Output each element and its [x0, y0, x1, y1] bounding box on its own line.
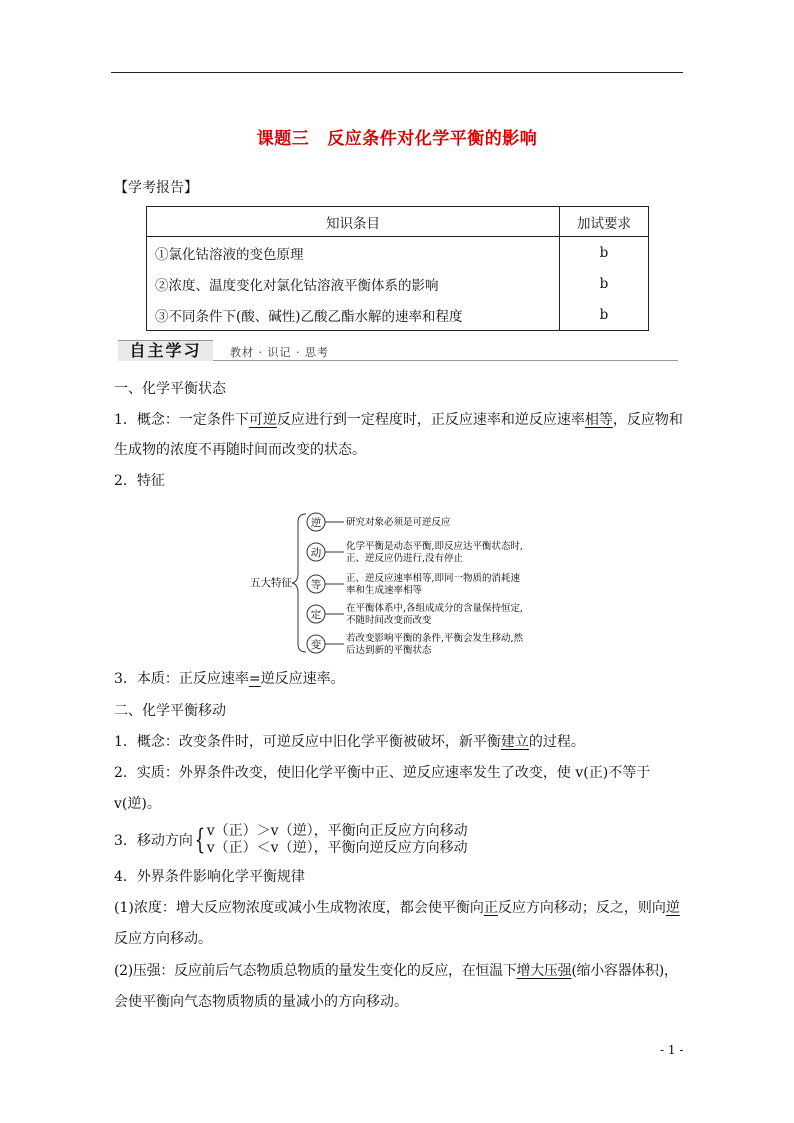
feature-heading: 2．特征: [114, 473, 165, 489]
direction-reverse: v（正）＜v（逆），平衡向逆反应方向移动: [206, 840, 468, 856]
section1-concept-line2: 生成物的浓度不再随时间而改变的状态。: [114, 442, 366, 458]
diagram-item: [307, 540, 523, 564]
table-cell-req: b: [560, 237, 649, 269]
five-features-diagram: [248, 508, 548, 658]
diagram-char: 变: [310, 639, 322, 651]
table-header-item: 知识条目: [147, 207, 560, 237]
table-header-req: 加试要求: [560, 207, 649, 237]
diagram-text: 率和生成速率相等: [346, 585, 423, 596]
table-cell-req: b: [560, 268, 649, 299]
rule-concentration-line2: 反应方向移动。: [114, 931, 212, 947]
rule-pressure: (2)压强：反应前后气态物质总物质的量发生变化的反应，在恒温下增大压强(缩小容器体积)，: [114, 963, 678, 979]
diagram-char: 定: [310, 609, 322, 621]
diagram-text: 正、逆反应速率相等,即同一物质的消耗速: [346, 573, 521, 584]
section1-heading: 一、化学平衡状态: [114, 381, 226, 397]
diagram-text: 在平衡体系中,各组成成分的含量保持恒定,: [346, 603, 524, 614]
section1-essence: 3．本质：正反应速率=逆反应速率。: [114, 671, 345, 687]
diagram-text: 若改变影响平衡的条件,平衡会发生移动,然: [346, 633, 524, 644]
diagram-char: 等: [310, 579, 322, 591]
section2-essence-line2: v(逆)。: [114, 796, 161, 812]
direction-forward: v（正）＞v（逆），平衡向正反应方向移动: [206, 823, 468, 839]
table-cell-item: ③不同条件下(酸、碱性)乙酸乙酯水解的速率和程度: [147, 299, 560, 331]
table-cell-req: b: [560, 299, 649, 331]
header-rule: [111, 72, 683, 73]
banner-label: 自主学习: [118, 340, 213, 361]
table-row: [147, 268, 649, 299]
diagram-text: 后达到新的平衡状态: [346, 645, 432, 656]
diagram-item: [307, 632, 524, 656]
diagram-text: 不随时间改变而改变: [346, 615, 432, 626]
diagram-text: 正、逆反应仍进行,没有停止: [346, 553, 464, 564]
table-cell-item: ②浓度、温度变化对氯化钴溶液平衡体系的影响: [147, 268, 560, 299]
section2-concept: 1．概念：改变条件时，可逆反应中旧化学平衡被破坏，新平衡建立的过程。: [114, 734, 585, 750]
diagram-item: [307, 513, 451, 531]
page-title: 课题三 反应条件对化学平衡的影响: [256, 129, 538, 149]
banner-rule: [213, 360, 678, 361]
diagram-text: 化学平衡是动态平衡,即反应达平衡状态时,: [346, 541, 524, 552]
rule-pressure-line2: 会使平衡向气态物质物质的量减小的方向移动。: [114, 994, 408, 1010]
table-row: [147, 237, 649, 269]
rules-heading: 4．外界条件影响化学平衡规律: [114, 869, 305, 885]
diagram-item: [307, 602, 523, 626]
diagram-char: 逆: [310, 517, 322, 529]
section-banner: [118, 340, 678, 362]
diagram-text: 研究对象必须是可逆反应: [346, 517, 451, 528]
page-number: - 1 -: [660, 1043, 684, 1057]
table-row: [147, 299, 649, 331]
diagram-root: 五大特征: [250, 577, 292, 589]
section2-heading: 二、化学平衡移动: [114, 703, 226, 719]
diagram-item: [307, 572, 521, 596]
table-header-row: [147, 207, 649, 237]
direction-block: 3．移动方向{ v（正）＞v（逆），平衡向正反应方向移动 v（正）＜v（逆），平衡向逆反应方向移动: [114, 823, 468, 856]
rule-concentration: (1)浓度：增大反应物浓度或减小生成物浓度，都会使平衡向正反应方向移动；反之，则向逆: [114, 900, 680, 916]
report-label: 【学考报告】: [114, 180, 198, 196]
banner-subtitle: 教材 · 识记 · 思考: [230, 346, 329, 359]
section2-essence: 2．实质：外界条件改变，使旧化学平衡中正、逆反应速率发生了改变，使 v(正)不等于: [114, 765, 651, 781]
section1-concept: 1．概念：一定条件下可逆反应进行到一定程度时，正反应速率和逆反应速率相等，反应物和: [114, 412, 683, 428]
diagram-char: 动: [310, 547, 322, 559]
knowledge-table: [146, 206, 649, 331]
table-cell-item: ①氯化钴溶液的变色原理: [147, 237, 560, 269]
